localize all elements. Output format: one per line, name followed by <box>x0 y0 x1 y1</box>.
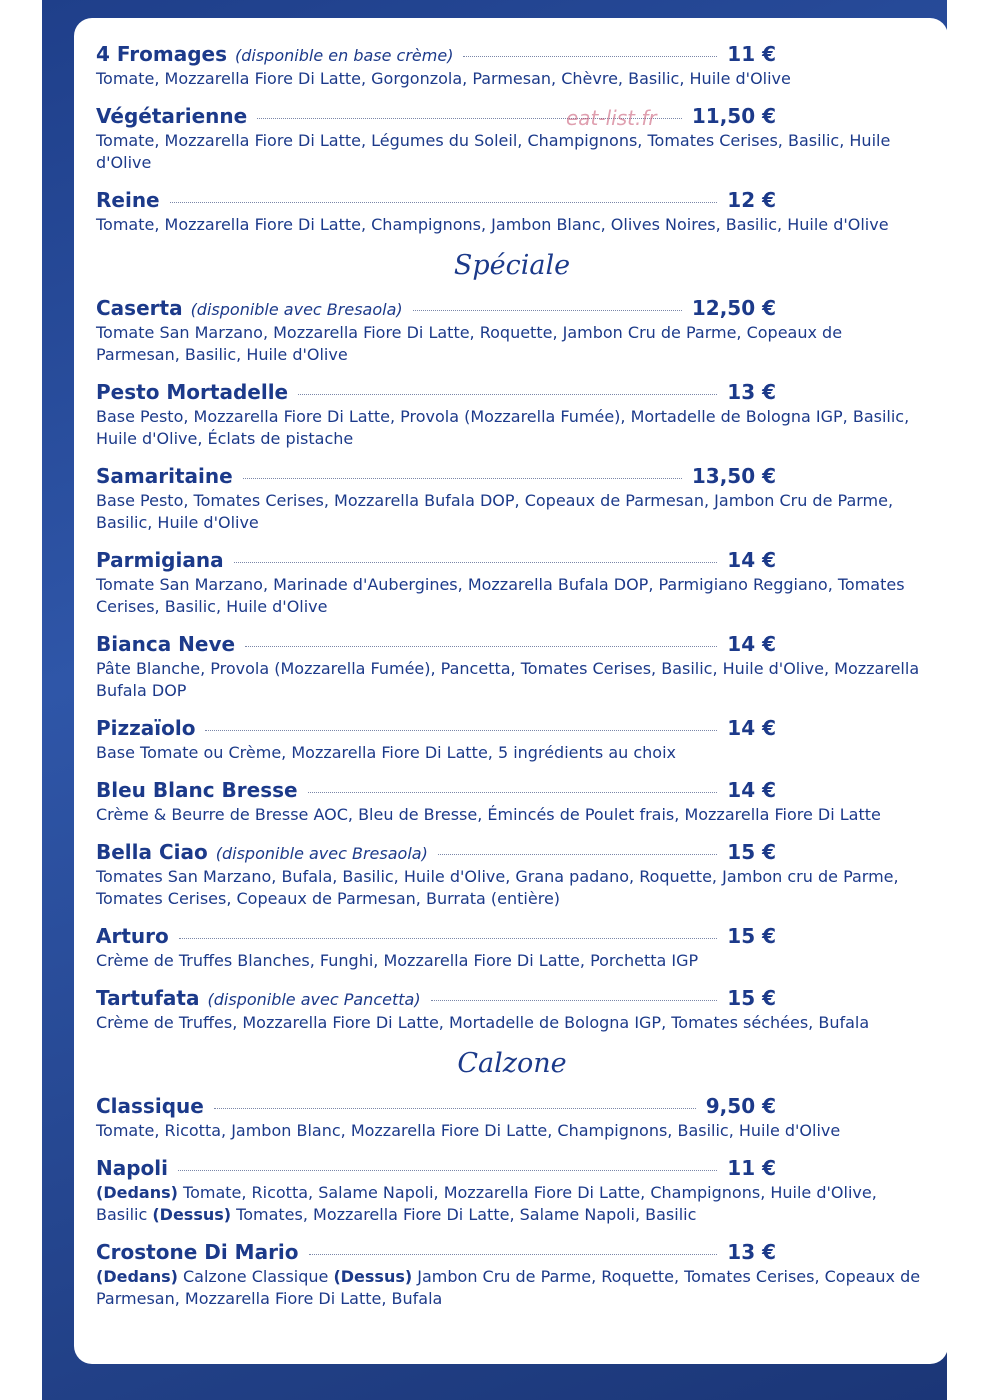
menu-item <box>96 296 928 366</box>
dotted-leader <box>413 310 682 311</box>
menu-item-header <box>96 380 928 406</box>
item-description: Tomates San Marzano, Bufala, Basilic, Huile d'Olive, Grana padano, Roquette, Jambon cru de Parme, Tomates Cerises, Copeaux de Parmesan, Burrata (entière) <box>96 867 899 908</box>
menu-item-header <box>96 104 928 130</box>
item-description: Crème & Beurre de Bresse AOC, Bleu de Bresse, Émincés de Poulet frais, Mozzarella Fiore Di Latte <box>96 805 881 824</box>
watermark: eat-list.fr <box>566 106 657 130</box>
item-name: Pesto Mortadelle <box>96 380 289 404</box>
menu-item <box>96 1094 928 1142</box>
item-description: Tomate, Mozzarella Fiore Di Latte, Champignons, Jambon Blanc, Olives Noires, Basilic, Huile d'Olive <box>96 215 889 234</box>
description-text: Tomate, Ricotta, Salame Napoli, Mozzarella Fiore Di Latte, Champignons, Huile d'Olive, Basilic <box>96 1183 877 1224</box>
menu-item-header <box>96 716 928 742</box>
menu-item-header <box>96 986 928 1012</box>
placement-label: (Dessus) <box>333 1267 413 1286</box>
item-price: 12 € <box>727 188 776 212</box>
item-price: 15 € <box>727 840 776 864</box>
speciale-items <box>96 296 948 1034</box>
item-description: Base Tomate ou Crème, Mozzarella Fiore Di Latte, 5 ingrédients au choix <box>96 743 676 762</box>
description-text: Jambon Cru de Parme, Roquette, Tomates Cerises, Copeaux de Parmesan, Mozzarella Fiore Di Latte, Bufala <box>96 1267 921 1308</box>
dotted-leader <box>243 478 682 479</box>
menu-item <box>96 548 928 618</box>
dotted-leader <box>214 1108 696 1109</box>
menu-item <box>96 464 928 534</box>
placement-label: (Dedans) <box>96 1183 178 1202</box>
description-text: Tomates, Mozzarella Fiore Di Latte, Salame Napoli, Basilic <box>231 1205 697 1224</box>
dotted-leader <box>178 1170 717 1171</box>
item-note: (disponible avec Pancetta) <box>207 990 421 1009</box>
item-price: 14 € <box>727 778 776 802</box>
dotted-leader <box>245 646 717 647</box>
item-description: Crème de Truffes Blanches, Funghi, Mozzarella Fiore Di Latte, Porchetta IGP <box>96 951 699 970</box>
item-description <box>96 1266 928 1310</box>
item-note: (disponible avec Bresaola) <box>215 844 428 863</box>
item-description: Base Pesto, Mozzarella Fiore Di Latte, Provola (Mozzarella Fumée), Mortadelle de Bologna IGP, Basilic, Huile d'Olive, Éclats de pistache <box>96 407 910 448</box>
item-description: Tomate, Mozzarella Fiore Di Latte, Légumes du Soleil, Champignons, Tomates Cerises, Basilic, Huile d'Olive <box>96 131 891 172</box>
item-name: Parmigiana <box>96 548 224 572</box>
item-name: Classique <box>96 1094 204 1118</box>
placement-label: (Dedans) <box>96 1267 178 1286</box>
menu-item-header <box>96 1094 928 1120</box>
menu-item-header <box>96 778 928 804</box>
menu-item-header <box>96 464 928 490</box>
item-name: Samaritaine <box>96 464 233 488</box>
menu-item <box>96 716 928 764</box>
dotted-leader <box>234 562 718 563</box>
calzone-items <box>96 1094 948 1310</box>
menu-item <box>96 840 928 910</box>
item-description: Pâte Blanche, Provola (Mozzarella Fumée), Pancetta, Tomates Cerises, Basilic, Huile d'Olive, Mozzarella Bufala DOP <box>96 659 920 700</box>
item-price: 13 € <box>727 380 776 404</box>
item-description: Base Pesto, Tomates Cerises, Mozzarella Bufala DOP, Copeaux de Parmesan, Jambon Cru de Parme, Basilic, Huile d'Olive <box>96 491 894 532</box>
item-price: 13,50 € <box>691 464 776 488</box>
item-price: 13 € <box>727 1240 776 1264</box>
dotted-leader <box>463 56 717 57</box>
item-price: 15 € <box>727 986 776 1010</box>
dotted-leader <box>298 394 717 395</box>
item-price: 14 € <box>727 548 776 572</box>
item-name: Arturo <box>96 924 169 948</box>
menu-item-header <box>96 188 928 214</box>
menu-item-header <box>96 548 928 574</box>
menu-item <box>96 986 928 1034</box>
dotted-leader <box>438 854 717 855</box>
item-name: Végétarienne <box>96 104 248 128</box>
menu-item-header <box>96 632 928 658</box>
item-name: 4 Fromages <box>96 42 227 66</box>
item-description: Tomate San Marzano, Marinade d'Aubergines, Mozzarella Bufala DOP, Parmigiano Reggiano, Tomates Cerises, Basilic, Huile d'Olive <box>96 575 905 616</box>
item-name: Bianca Neve <box>96 632 236 656</box>
menu-item <box>96 188 928 236</box>
item-price: 15 € <box>727 924 776 948</box>
menu-item-header <box>96 924 928 950</box>
item-price: 14 € <box>727 632 776 656</box>
item-name: Reine <box>96 188 160 212</box>
dotted-leader <box>308 792 718 793</box>
description-text: Calzone Classique <box>177 1267 334 1286</box>
item-name: Bleu Blanc Bresse <box>96 778 298 802</box>
menu-item <box>96 1156 928 1226</box>
item-description: Tomate, Mozzarella Fiore Di Latte, Gorgonzola, Parmesan, Chèvre, Basilic, Huile d'Olive <box>96 69 791 88</box>
menu-item-header <box>96 1156 928 1182</box>
item-description <box>96 1182 928 1226</box>
item-note: (disponible avec Bresaola) <box>190 300 403 319</box>
item-description: Tomate San Marzano, Mozzarella Fiore Di Latte, Roquette, Jambon Cru de Parme, Copeaux de Parmesan, Basilic, Huile d'Olive <box>96 323 843 364</box>
menu-item <box>96 104 928 174</box>
menu-item-header <box>96 296 928 322</box>
menu-item <box>96 778 928 826</box>
menu-item <box>96 1240 928 1310</box>
dotted-leader <box>205 730 717 731</box>
item-description: Tomate, Ricotta, Jambon Blanc, Mozzarella Fiore Di Latte, Champignons, Basilic, Huile d'Olive <box>96 1121 841 1140</box>
menu-item-header <box>96 1240 928 1266</box>
dotted-leader <box>431 1000 718 1001</box>
menu-item <box>96 924 928 972</box>
menu-item <box>96 632 928 702</box>
item-name: Bella Ciao <box>96 840 208 864</box>
item-name: Caserta <box>96 296 183 320</box>
item-name: Napoli <box>96 1156 169 1180</box>
menu-card <box>74 18 948 1364</box>
dotted-leader <box>170 202 718 203</box>
placement-label: (Dessus) <box>152 1205 232 1224</box>
item-description: Crème de Truffes, Mozzarella Fiore Di Latte, Mortadelle de Bologna IGP, Tomates séchées, Bufala <box>96 1013 870 1032</box>
menu-item-header <box>96 840 928 866</box>
item-name: Pizzaïolo <box>96 716 196 740</box>
menu-item <box>96 42 928 90</box>
item-price: 11,50 € <box>691 104 776 128</box>
top-items <box>96 42 948 236</box>
dotted-leader <box>309 1254 718 1255</box>
item-price: 12,50 € <box>691 296 776 320</box>
item-price: 14 € <box>727 716 776 740</box>
item-name: Tartufata <box>96 986 200 1010</box>
item-price: 11 € <box>727 42 776 66</box>
item-note: (disponible en base crème) <box>235 46 454 65</box>
menu-item <box>96 380 928 450</box>
dotted-leader <box>179 938 718 939</box>
section-title-speciale: Spéciale <box>453 250 571 281</box>
section-title-calzone: Calzone <box>457 1048 567 1079</box>
menu-item-header <box>96 42 928 68</box>
item-name: Crostone Di Mario <box>96 1240 299 1264</box>
item-price: 11 € <box>727 1156 776 1180</box>
item-price: 9,50 € <box>705 1094 776 1118</box>
